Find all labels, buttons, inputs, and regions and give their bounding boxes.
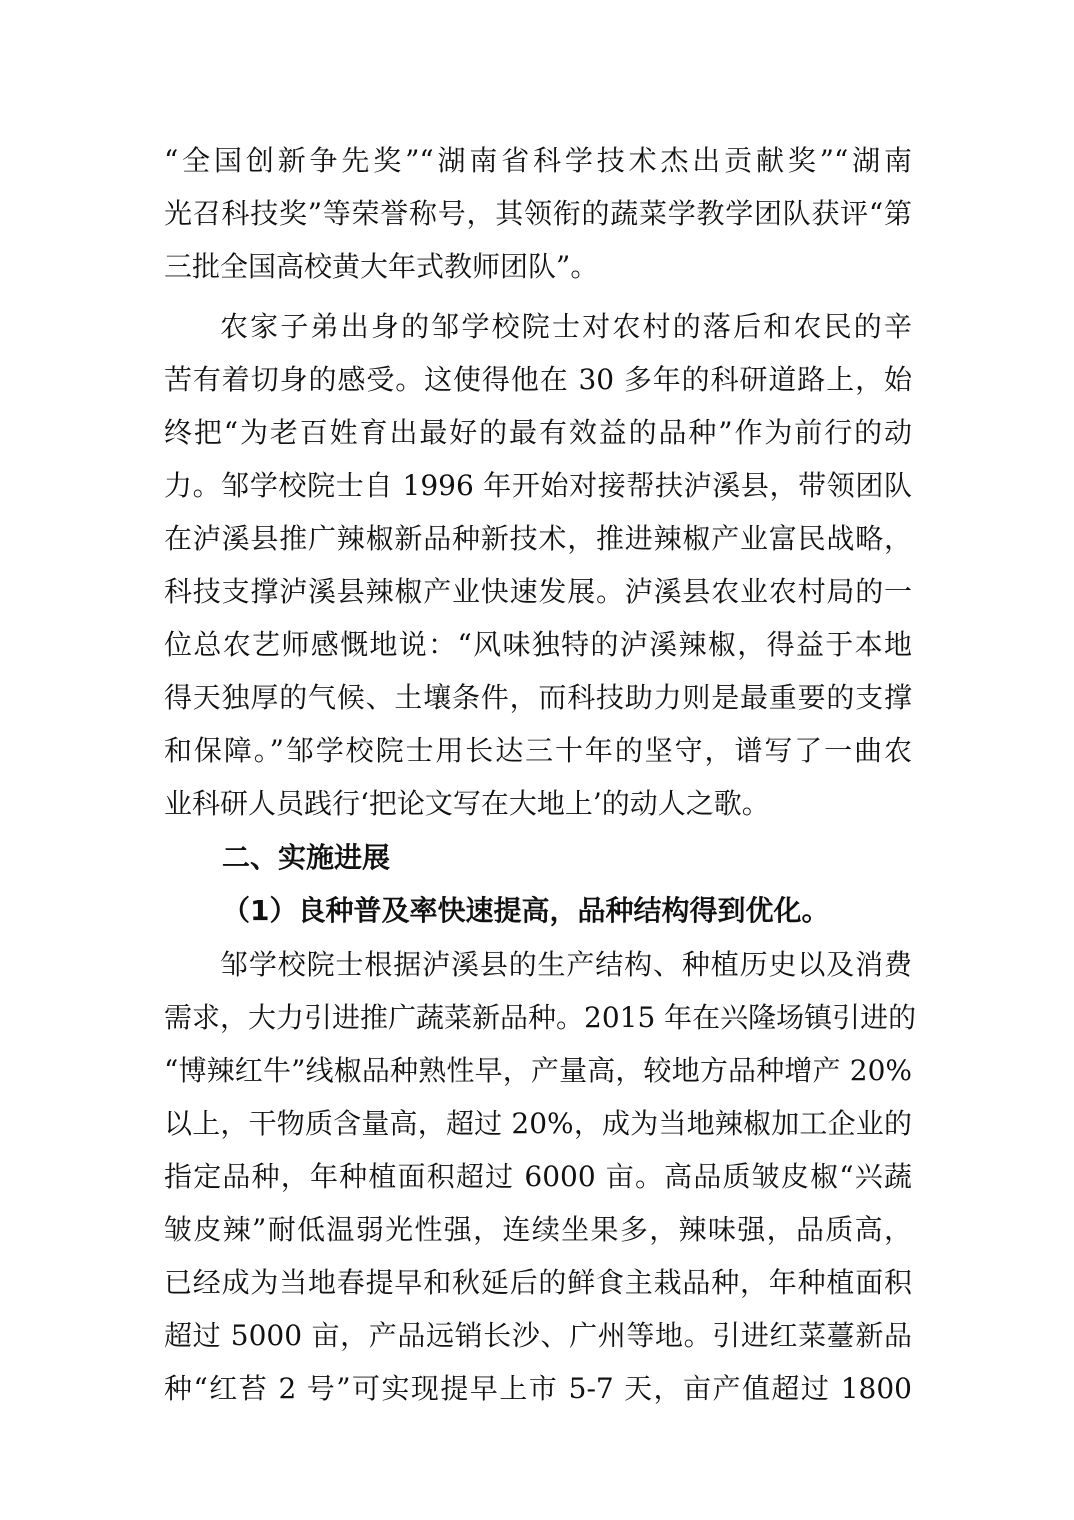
subsection-heading: （1）良种普及率快速提高，品种结构得到优化。: [222, 894, 830, 927]
paragraph-2-line-10: 业科研人员践行‘把论文写在大地上’的动人之歌。: [164, 787, 770, 820]
paragraph-2-line-9: 和保障。”邹学校院士用长达三十年的坚守，谱写了一曲农: [164, 734, 912, 767]
paragraph-2-line-5: 在泸溪县推广辣椒新品种新技术，推进辣椒产业富民战略，: [164, 522, 912, 555]
paragraph-3-line-8: 超过 5000 亩，产品远销长沙、广州等地。引进红菜薹新品: [164, 1319, 912, 1352]
paragraph-1-line-1: “全国创新争先奖”“湖南省科学技术杰出贡献奖”“湖南: [164, 144, 912, 177]
paragraph-3-line-4: 以上，干物质含量高，超过 20%，成为当地辣椒加工企业的: [164, 1107, 912, 1140]
paragraph-2-line-8: 得天独厚的气候、土壤条件，而科技助力则是最重要的支撑: [164, 681, 912, 714]
paragraph-3-line-3: “博辣红牛”线椒品种熟性早，产量高，较地方品种增产 20%: [164, 1054, 912, 1087]
paragraph-3-line-9: 种“红苔 2 号”可实现提早上市 5-7 天，亩产值超过 1800: [164, 1372, 912, 1405]
paragraph-3-line-1: 邹学校院士根据泸溪县的生产结构、种植历史以及消费: [220, 948, 912, 981]
paragraph-1-line-3: 三批全国高校黄大年式教师团队”。: [164, 250, 599, 283]
paragraph-2-line-1: 农家子弟出身的邹学校院士对农村的落后和农民的辛: [220, 310, 912, 343]
paragraph-2-line-6: 科技支撑泸溪县辣椒产业快速发展。泸溪县农业农村局的一: [164, 575, 912, 608]
section-heading: 二、实施进展: [222, 841, 391, 874]
paragraph-2-line-7: 位总农艺师感慨地说：“风味独特的泸溪辣椒，得益于本地: [164, 628, 912, 661]
paragraph-3-line-7: 已经成为当地春提早和秋延后的鲜食主栽品种，年种植面积: [164, 1266, 912, 1299]
paragraph-2-line-3: 终把“为老百姓育出最好的最有效益的品种”作为前行的动: [164, 416, 912, 449]
paragraph-3-line-6: 皱皮辣”耐低温弱光性强，连续坐果多，辣味强，品质高，: [164, 1213, 912, 1246]
paragraph-3-line-5: 指定品种，年种植面积超过 6000 亩。高品质皱皮椒“兴蔬: [164, 1160, 912, 1193]
paragraph-2-line-4: 力。邹学校院士自 1996 年开始对接帮扶泸溪县，带领团队: [164, 469, 912, 502]
paragraph-3-line-2: 需求，大力引进推广蔬菜新品种。2015 年在兴隆场镇引进的: [164, 1001, 917, 1034]
paragraph-1-line-2: 光召科技奖”等荣誉称号，其领衔的蔬菜学教学团队获评“第: [164, 197, 912, 230]
paragraph-2-line-2: 苦有着切身的感受。这使得他在 30 多年的科研道路上，始: [164, 363, 912, 396]
